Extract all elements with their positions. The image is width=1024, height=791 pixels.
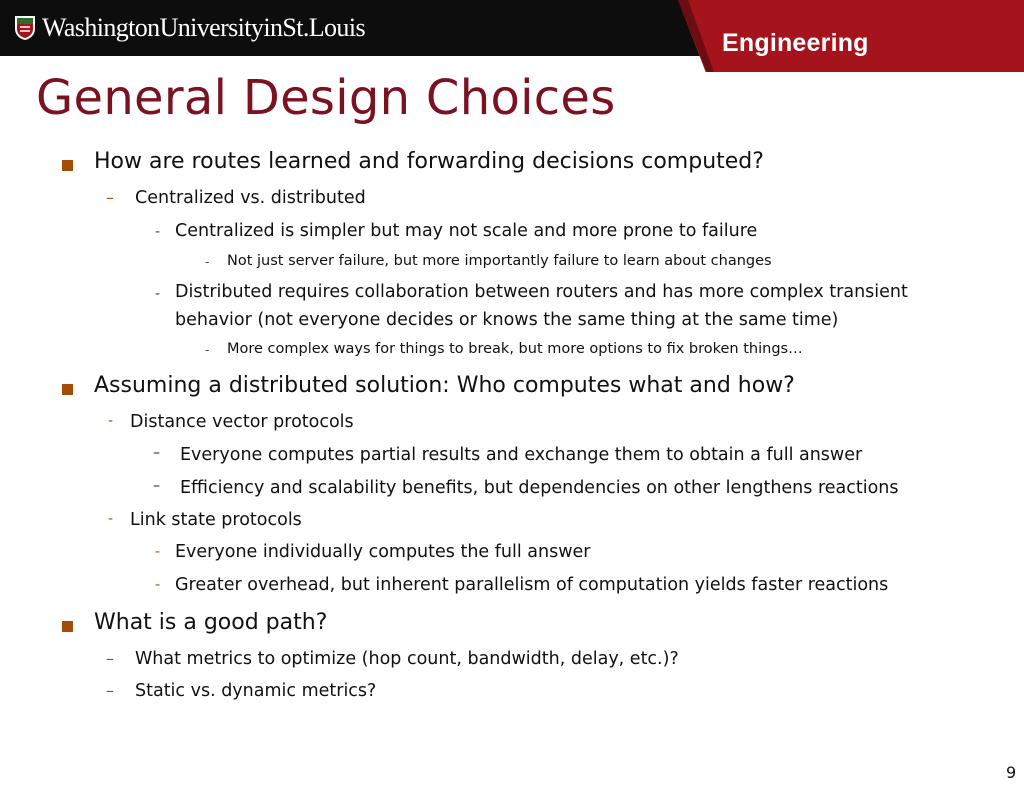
sub-sub-bullet-text: Greater overhead, but inherent parallelism of computation yields faster reactions — [175, 575, 889, 595]
dash-marker: – — [106, 649, 114, 668]
detail-text: Not just server failure, but more importantly failure to learn about changes — [227, 253, 772, 269]
dash-marker: - — [205, 255, 210, 269]
dash-marker: – — [106, 188, 114, 207]
detail-text: More complex ways for things to break, but more options to fix broken things… — [227, 341, 803, 357]
sub-sub-bullet-text-continued: behavior (not everyone decides or knows the same thing at the same time) — [175, 310, 839, 330]
page-number: 9 — [1006, 763, 1017, 782]
dash-marker: – — [106, 681, 114, 700]
sub-sub-bullet-text: Distributed requires collaboration between routers and has more complex transient — [175, 282, 908, 302]
shield-icon — [14, 15, 36, 41]
dash-marker: - — [108, 413, 114, 429]
dash-marker: - — [205, 343, 210, 357]
bullet-square — [62, 621, 73, 632]
slide-title: General Design Choices — [36, 70, 616, 126]
dash-marker: - — [155, 577, 161, 593]
sub-bullet-text: Centralized vs. distributed — [135, 188, 366, 208]
dash-marker: - — [155, 544, 161, 560]
university-name: WashingtonUniversityinSt.Louis — [42, 13, 365, 42]
sub-bullet-text: Distance vector protocols — [130, 412, 354, 432]
sub-sub-bullet-text: Centralized is simpler but may not scale and more prone to failure — [175, 221, 758, 241]
school-name: Engineering — [722, 29, 869, 57]
dash-marker: - — [108, 511, 114, 527]
dash-marker: - — [155, 286, 161, 302]
bullet-text: What is a good path? — [94, 610, 328, 635]
sub-bullet-text: Link state protocols — [130, 510, 302, 530]
dash-marker: – — [153, 445, 160, 461]
sub-bullet-text: What metrics to optimize (hop count, bandwidth, delay, etc.)? — [135, 649, 679, 669]
bullet-text: How are routes learned and forwarding decisions computed? — [94, 149, 764, 174]
sub-sub-bullet-text: Everyone computes partial results and exchange them to obtain a full answer — [180, 445, 863, 465]
sub-sub-bullet-text: Efficiency and scalability benefits, but dependencies on other lengthens reactions — [180, 478, 899, 498]
bullet-text: Assuming a distributed solution: Who computes what and how? — [94, 373, 795, 398]
sub-bullet-text: Static vs. dynamic metrics? — [135, 681, 377, 701]
sub-sub-bullet-text: Everyone individually computes the full answer — [175, 542, 591, 562]
bullet-square — [62, 384, 73, 395]
university-logo — [14, 8, 365, 48]
dash-marker: – — [153, 478, 160, 494]
bullet-square — [62, 160, 73, 171]
dash-marker: - — [155, 224, 161, 240]
